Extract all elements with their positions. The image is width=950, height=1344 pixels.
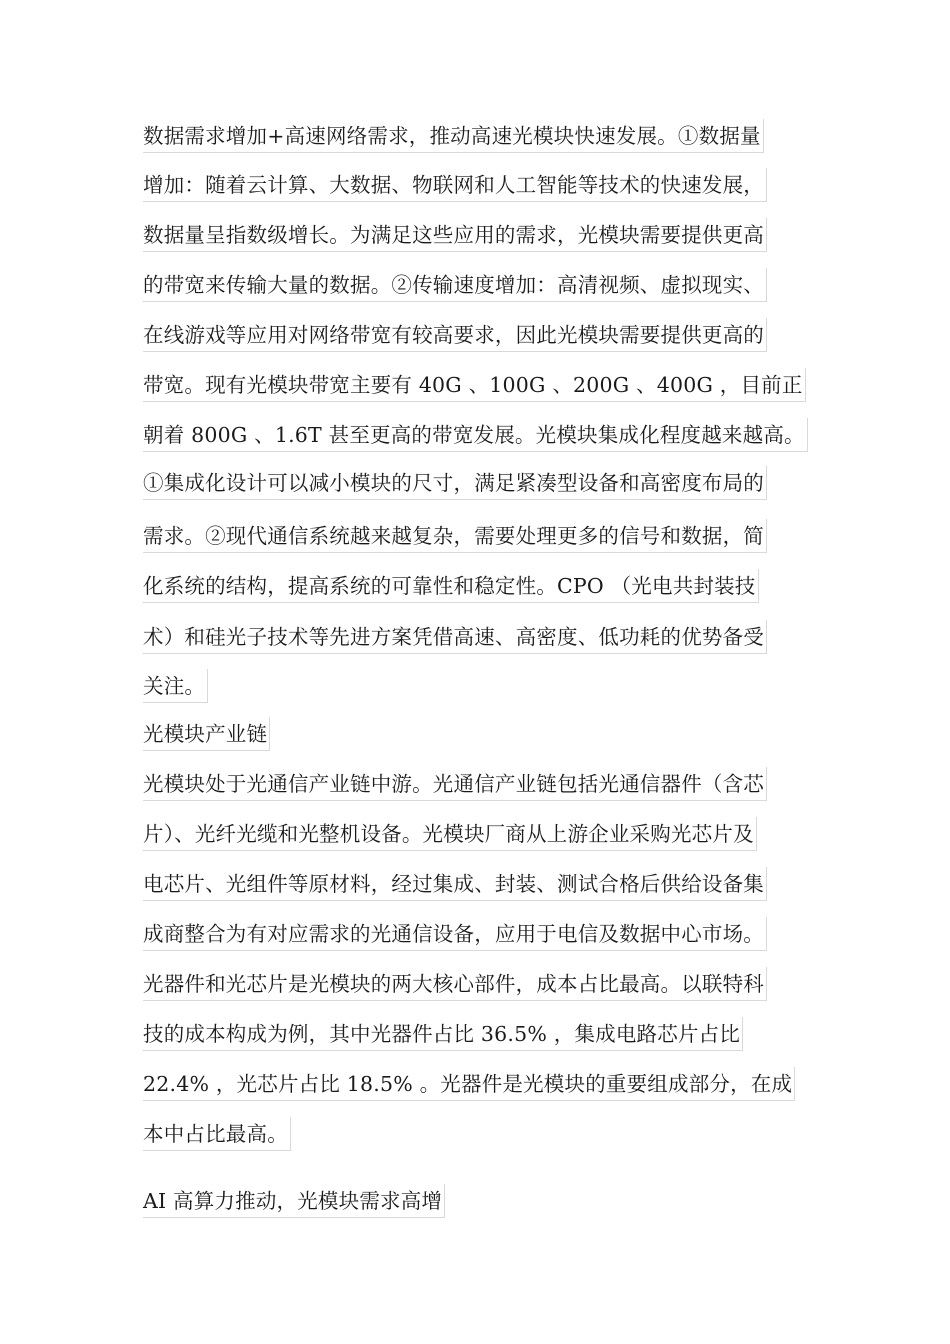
paragraph-line: 数据需求增加+高速网络需求，推动高速光模块快速发展。①数据量 (143, 119, 764, 153)
section-heading: 光模块产业链 (143, 717, 270, 751)
paragraph-line: 在线游戏等应用对网络带宽有较高要求，因此光模块需要提供更高的 (143, 318, 767, 352)
paragraph-line: 需求。②现代通信系统越来越复杂，需要处理更多的信号和数据，简 (143, 519, 767, 553)
paragraph-line: 本中占比最高。 (143, 1117, 291, 1151)
section-heading: AI 高算力推动，光模块需求高增 (143, 1184, 445, 1218)
paragraph-line: ①集成化设计可以减小模块的尺寸，满足紧凑型设备和高密度布局的 (143, 466, 767, 500)
paragraph-line: 数据量呈指数级增长。为满足这些应用的需求，光模块需要提供更高 (143, 218, 767, 252)
paragraph-line: 光器件和光芯片是光模块的两大核心部件，成本占比最高。以联特科 (143, 967, 767, 1001)
paragraph-line: 22.4% ，光芯片占比 18.5% 。光器件是光模块的重要组成部分，在成 (143, 1067, 795, 1101)
paragraph-line: 关注。 (143, 669, 208, 703)
paragraph-line: 光模块处于光通信产业链中游。光通信产业链包括光通信器件（含芯 (143, 767, 767, 801)
paragraph-line: 术）和硅光子技术等先进方案凭借高速、高密度、低功耗的优势备受 (143, 620, 767, 654)
paragraph-line: 成商整合为有对应需求的光通信设备，应用于电信及数据中心市场。 (143, 917, 767, 951)
paragraph-line: 片）、光纤光缆和光整机设备。光模块厂商从上游企业采购光芯片及 (143, 817, 757, 851)
paragraph-line: 技的成本构成为例，其中光器件占比 36.5% ，集成电路芯片占比 (143, 1017, 743, 1051)
paragraph-line: 增加：随着云计算、大数据、物联网和人工智能等技术的快速发展， (143, 168, 767, 202)
paragraph-line: 化系统的结构，提高系统的可靠性和稳定性。CPO （光电共封装技 (143, 569, 759, 603)
paragraph-line: 朝着 800G 、1.6T 甚至更高的带宽发展。光模块集成化程度越来越高。 (143, 418, 808, 452)
paragraph-line: 电芯片、光组件等原材料，经过集成、封装、测试合格后供给设备集 (143, 867, 767, 901)
paragraph-line: 的带宽来传输大量的数据。②传输速度增加：高清视频、虚拟现实、 (143, 268, 767, 302)
paragraph-line: 带宽。现有光模块带宽主要有 40G 、100G 、200G 、400G ，目前正 (143, 368, 806, 402)
